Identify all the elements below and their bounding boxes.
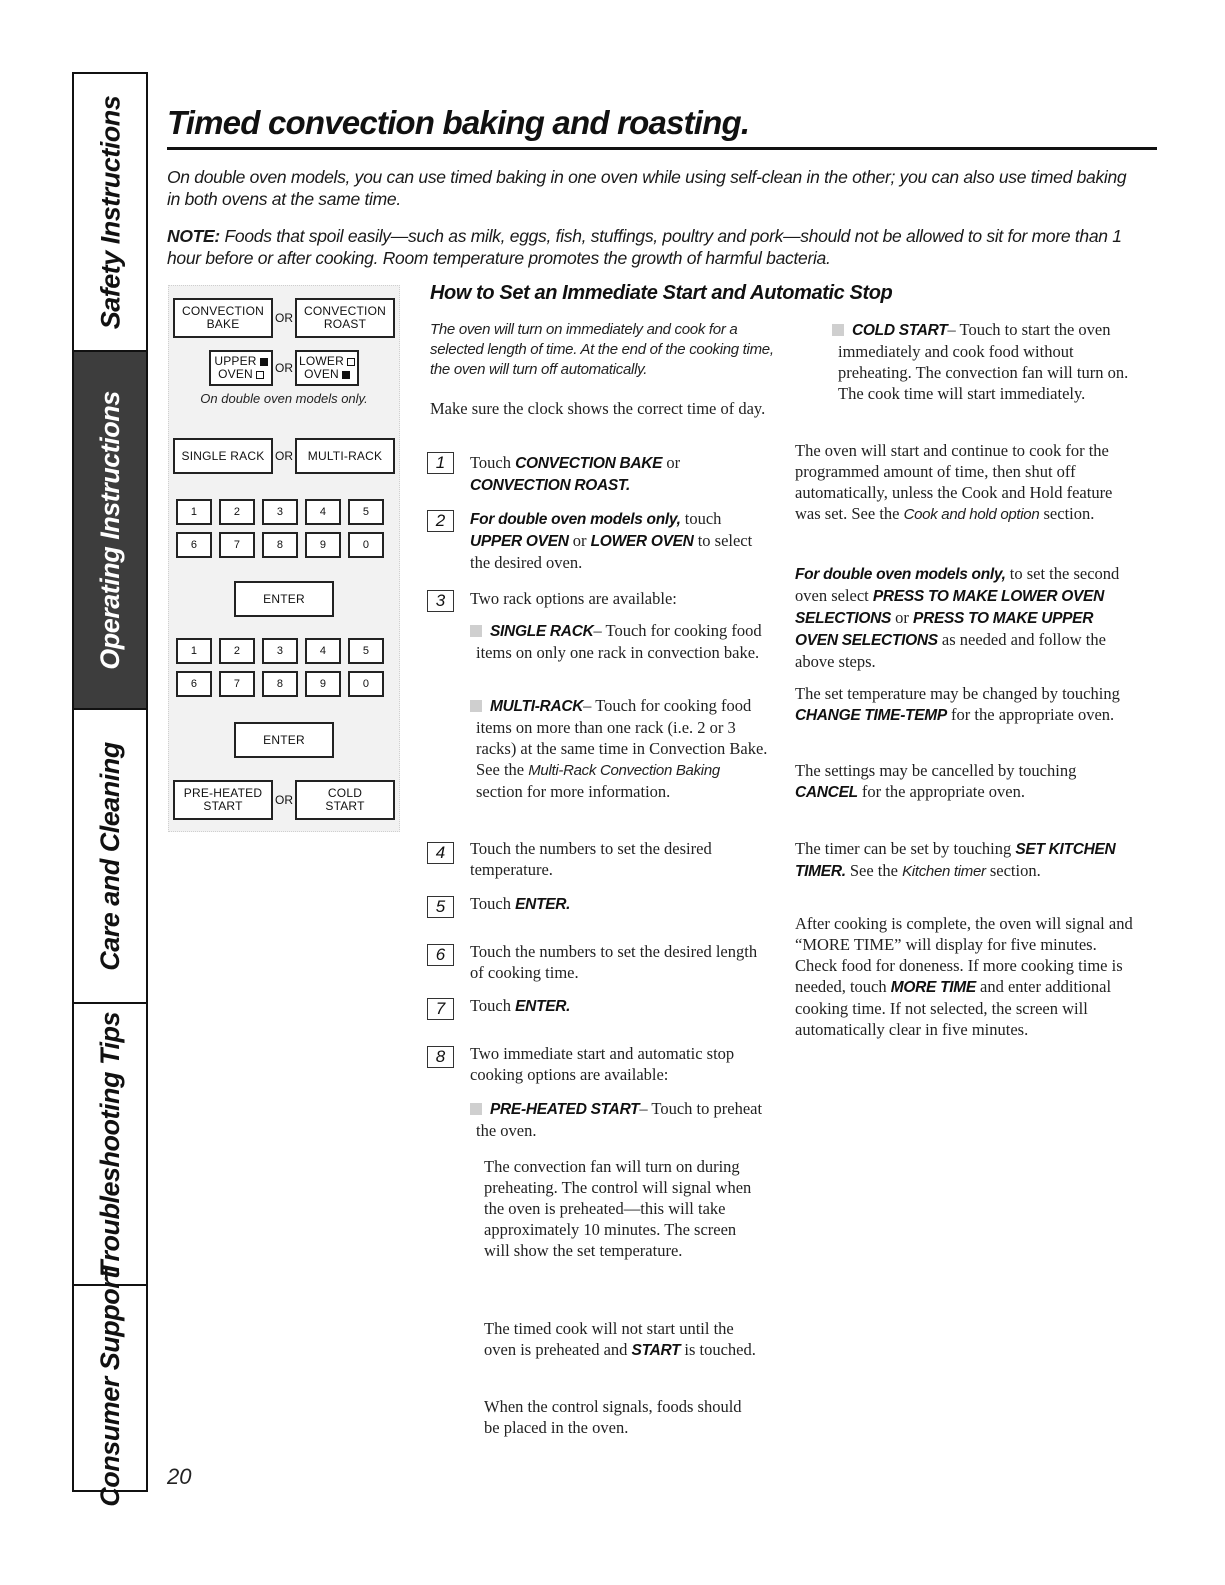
number-key-2[interactable]: 2: [219, 638, 255, 664]
or-label: OR: [275, 311, 293, 325]
right-paragraph-5: The timer can be set by touching SET KITCHEN TIMER. See the Kitchen timer section.: [795, 839, 1116, 880]
tab-label: Safety Instructions: [95, 95, 125, 329]
step-number: 7: [427, 998, 454, 1020]
number-key-4[interactable]: 4: [305, 499, 341, 525]
number-keypad: [176, 499, 392, 558]
multi-rack-key[interactable]: MULTI-RACK: [295, 438, 395, 474]
key-label: CONVECTION: [303, 304, 386, 318]
enter-key[interactable]: ENTER: [234, 722, 334, 758]
number-key-5[interactable]: 5: [348, 499, 384, 525]
number-key-7[interactable]: 7: [219, 671, 255, 697]
note-body: Foods that spoil easily—such as milk, eggs, fish, stuffings, poultry and pork—should not be allowed to sit for more than 1 hour before or after cooking. Room temperature promotes the growth of harmful bacteria.: [167, 226, 1122, 268]
tab-care-and-cleaning[interactable]: [74, 710, 147, 1004]
right-paragraph-2: For double oven models only, to set the second oven select PRESS TO MAKE LOWER OVEN SELECTIONS or PRESS TO MAKE UPPER OVEN SELECTIONS as needed and follow the above steps.: [795, 564, 1120, 671]
key-label: CONVECTION: [181, 304, 264, 318]
or-label: OR: [275, 793, 293, 807]
key-label: UPPER: [214, 355, 267, 368]
right-paragraph-3: The set temperature may be changed by touching CHANGE TIME-TEMP for the appropriate oven.: [795, 684, 1120, 724]
preheat-paragraph-1: The convection fan will turn on during preheating. The control will signal when the oven is preheated—this will take approximately 10 minutes. The screen will show the set temperature.: [484, 1157, 752, 1260]
lead-paragraph: The oven will turn on immediately and cook for a selected length of time. At the end of the cooking time, the oven will turn off automatically.: [430, 321, 774, 378]
page-number: 20: [167, 1464, 192, 1489]
enter-key[interactable]: ENTER: [234, 581, 334, 617]
tab-divider-line: [146, 72, 148, 1492]
step-number: 5: [427, 896, 454, 918]
step-5-text: Touch ENTER.: [470, 894, 571, 913]
preheat-paragraph-2: The timed cook will not start until the oven is preheated and START is touched.: [484, 1319, 756, 1359]
step-number: 8: [427, 1046, 454, 1068]
number-keypad: [176, 638, 392, 697]
double-oven-note: On double oven models only.: [200, 391, 368, 406]
number-key-1[interactable]: 1: [176, 499, 212, 525]
number-key-6[interactable]: 6: [176, 671, 212, 697]
step-3-text: Two rack options are available:: [470, 589, 677, 608]
single-rack-text: SINGLE RACK– Touch for cooking food items on only one rack in convection bake.: [476, 621, 762, 662]
step-number: 4: [427, 842, 454, 864]
control-panel-illustration: [168, 285, 400, 832]
number-key-8[interactable]: 8: [262, 532, 298, 558]
preheat-paragraph-3: When the control signals, foods should be placed in the oven.: [484, 1397, 742, 1437]
right-paragraph-6: After cooking is complete, the oven will signal and “MORE TIME” will display for five minutes. Check food for doneness. If more cooking time is needed, touch MORE TIME and enter additional cooking time. If not selected, the screen will automatically clear in five minutes.: [795, 914, 1133, 1039]
or-label: OR: [275, 449, 293, 463]
number-key-2[interactable]: 2: [219, 499, 255, 525]
step-number: 3: [427, 590, 454, 612]
cold-start-text: COLD START– Touch to start the oven immediately and cook food without preheating. The convection fan will turn on. The cook time will start immediately.: [838, 320, 1129, 403]
note-label: NOTE:: [167, 226, 220, 246]
enter-row: [169, 581, 399, 617]
title-rule: [167, 147, 1157, 150]
number-key-9[interactable]: 9: [305, 671, 341, 697]
number-key-0[interactable]: 0: [348, 532, 384, 558]
number-key-1[interactable]: 1: [176, 638, 212, 664]
key-label: OVEN: [218, 368, 264, 381]
step-2-text: For double oven models only, touch UPPER OVEN or LOWER OVEN to select the desired oven.: [470, 509, 753, 572]
key-label: PRE-HEATED: [183, 786, 263, 800]
step-6-text: Touch the numbers to set the desired length of cooking time.: [470, 942, 758, 982]
section-heading: How to Set an Immediate Start and Automatic Stop: [430, 282, 893, 304]
lower-oven-key[interactable]: [295, 350, 359, 386]
key-label: ROAST: [323, 317, 367, 331]
step-number: 2: [427, 510, 454, 532]
number-key-0[interactable]: 0: [348, 671, 384, 697]
step-1-text: Touch CONVECTION BAKE or CONVECTION ROAST.: [470, 453, 681, 494]
page-title: Timed convection baking and roasting.: [167, 104, 750, 141]
key-label: OVEN: [304, 368, 350, 381]
step-number: 6: [427, 944, 454, 966]
key-label: START: [203, 799, 243, 813]
right-paragraph-4: The settings may be cancelled by touching CANCEL for the appropriate oven.: [795, 761, 1077, 801]
step-7-text: Touch ENTER.: [470, 996, 571, 1015]
convection-mode-row: [169, 298, 399, 338]
start-mode-row: [169, 780, 399, 820]
step-8-text: Two immediate start and automatic stop cooking options are available:: [470, 1044, 735, 1084]
tab-label: Consumer Support: [95, 1269, 126, 1507]
section-tabs: [72, 72, 147, 1507]
number-key-3[interactable]: 3: [262, 499, 298, 525]
clock-note: Make sure the clock shows the correct time of day.: [430, 399, 766, 418]
intro-text: On double oven models, you can use timed baking in one oven while using self-clean in the other; you can also use timed baking in both ovens at the same time.: [167, 167, 1127, 209]
tab-label: Care and Cleaning: [95, 741, 125, 971]
tab-consumer-support[interactable]: [74, 1269, 147, 1507]
rack-select-row: [169, 438, 399, 474]
tab-label: Operating Instructions: [95, 390, 125, 670]
or-label: OR: [275, 361, 293, 375]
convection-roast-key[interactable]: [295, 298, 395, 338]
enter-row: [169, 722, 399, 758]
pre-heated-start-key[interactable]: [173, 780, 273, 820]
single-rack-key[interactable]: SINGLE RACK: [173, 438, 273, 474]
number-key-4[interactable]: 4: [305, 638, 341, 664]
step-4-text: Touch the numbers to set the desired temperature.: [470, 839, 712, 879]
number-key-8[interactable]: 8: [262, 671, 298, 697]
indicator-empty-icon: [347, 358, 355, 366]
tab-safety-instructions[interactable]: [74, 74, 147, 352]
right-paragraph-1: The oven will start and continue to cook for the programmed amount of time, then shut off automatically, unless the Cook and Hold feature was set. See the Cook and hold option section.: [795, 441, 1113, 523]
multi-rack-text: MULTI-RACK– Touch for cooking food items on more than one rack (i.e. 2 or 3 racks) at the same time in Convection Bake. See the Multi-Rack Convection Baking section for more information.: [476, 696, 768, 801]
pre-heated-start-text: PRE-HEATED START– Touch to preheat the oven.: [476, 1099, 763, 1140]
number-key-7[interactable]: 7: [219, 532, 255, 558]
step-number: 1: [427, 452, 454, 474]
indicator-filled-icon: [342, 371, 350, 379]
convection-bake-key[interactable]: [173, 298, 273, 338]
number-key-3[interactable]: 3: [262, 638, 298, 664]
number-key-5[interactable]: 5: [348, 638, 384, 664]
number-key-6[interactable]: 6: [176, 532, 212, 558]
tab-label: Troubleshooting Tips: [95, 1011, 125, 1277]
note-text: [167, 225, 1142, 269]
number-key-9[interactable]: 9: [305, 532, 341, 558]
indicator-filled-icon: [260, 358, 268, 366]
key-label: BAKE: [206, 317, 240, 331]
key-label: COLD: [327, 786, 363, 800]
key-label: LOWER: [299, 355, 355, 368]
tab-operating-instructions[interactable]: [74, 352, 147, 710]
upper-oven-key[interactable]: [209, 350, 273, 386]
oven-select-row: [169, 350, 399, 386]
key-label: START: [325, 799, 365, 813]
tab-troubleshooting-tips[interactable]: [74, 1004, 147, 1286]
cold-start-key[interactable]: [295, 780, 395, 820]
indicator-empty-icon: [256, 371, 264, 379]
